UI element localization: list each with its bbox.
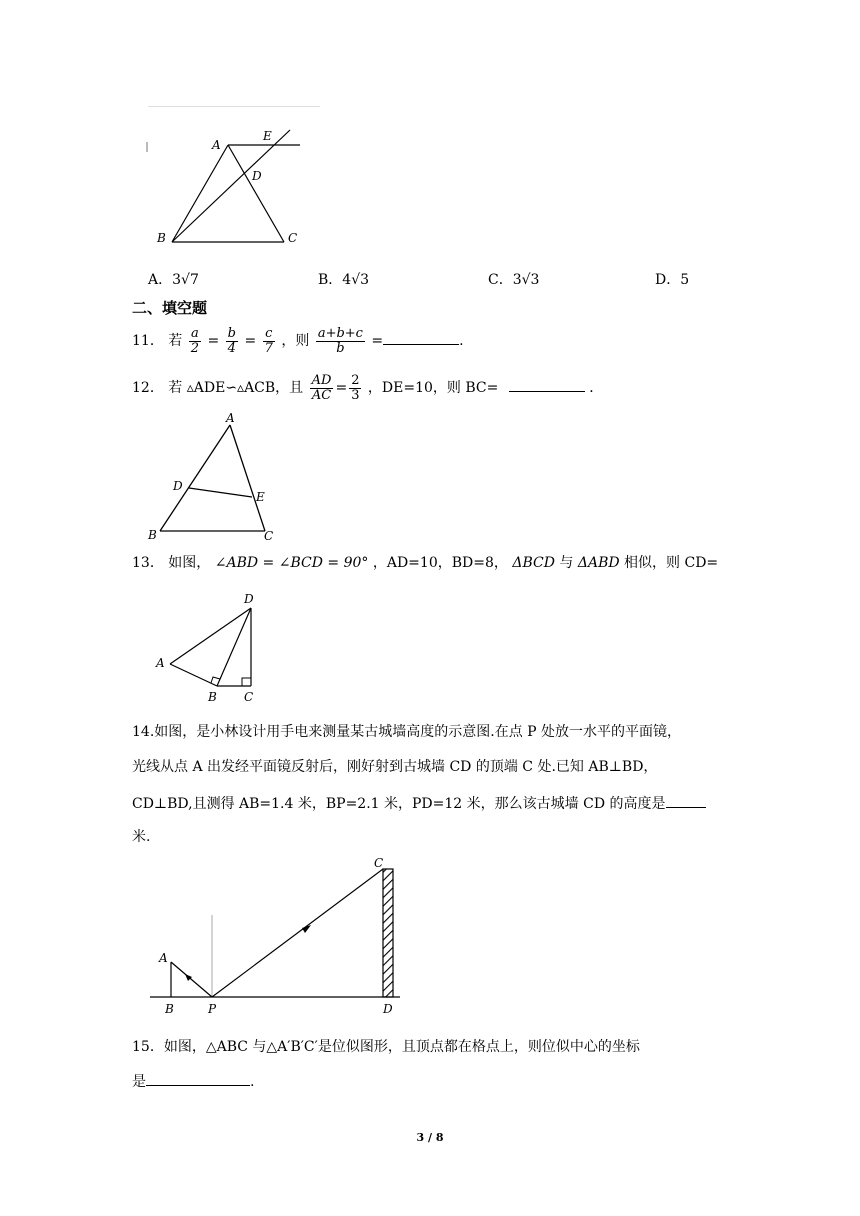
q10-option-a: A．3√7 (148, 272, 199, 288)
q10-label-d: D (252, 169, 262, 183)
q10-option-c: C．3√3 (488, 272, 540, 288)
q12-frac-ratio: $\frac{AD}{AC}$ (311, 372, 332, 403)
q12-label-d: D (173, 479, 183, 493)
q14-line-1: 14.如图，是小林设计用手电来测量某古城墙高度的示意图.在点 P 处放一水平的平面镜， (132, 724, 682, 740)
q10-label-b: B (157, 231, 166, 245)
stray-mark (146, 142, 148, 152)
q14-answer-blank[interactable] (666, 792, 706, 808)
q10-label-c: C (288, 231, 298, 245)
q10-option-b: B．4√3 (318, 272, 370, 288)
q11-frac-c: $\frac{c}{7}$ (264, 325, 273, 356)
q12-label-a: A (226, 411, 235, 425)
q13: 13． 如图， ∠ABD = ∠BCD = 90° ，AD=10，BD=8， ΔBCD 与 ΔABD 相似，则 CD= (132, 555, 719, 571)
q11: 11． 若 $\frac{a}{2}$ = $\frac{b}{4}$ = $\frac{c}{7}$ ，则 $\frac{a+b+c}{b}$ = . (132, 325, 464, 356)
q12-label-b: B (148, 528, 157, 542)
q10-label-e: E (263, 129, 272, 143)
top-divider (148, 106, 320, 107)
q12-label-c: C (264, 529, 274, 543)
q15-line-1: 15．如图，△ABC 与△A′B′C′是位似图形，且顶点都在格点上，则位似中心的坐标 (132, 1039, 640, 1055)
q14-line-4: 米. (132, 829, 151, 845)
page-number: 3 / 8 (416, 1131, 444, 1144)
q14-label-a: A (159, 951, 168, 965)
q11-answer-blank[interactable] (383, 329, 459, 345)
q15-line-2: 是 . (132, 1070, 254, 1092)
q13-label-c: C (244, 690, 254, 704)
q10-figure (150, 120, 320, 255)
q14-figure (145, 855, 415, 1020)
q13-label-b: B (208, 690, 217, 704)
q12: 12． 若 ▵ADE∽▵ACB，且 $\frac{AD}{AC}$ = $\frac{2}{3}$ ，DE=10，则 BC= ． (132, 372, 604, 403)
q11-frac-sum: $\frac{a+b+c}{b}$ (317, 325, 363, 356)
q10-option-d: D．5 (655, 272, 690, 288)
q14-line-2: 光线从点 A 出发经平面镜反射后，刚好射到古城墙 CD 的顶端 C 处.已知 AB⊥BD， (132, 759, 658, 775)
q14-label-p: P (208, 1002, 217, 1016)
q12-label-e: E (256, 490, 265, 504)
q12-answer-blank[interactable] (509, 376, 585, 392)
section-title: 二、填空题 (132, 299, 208, 317)
q12-frac-value: $\frac{2}{3}$ (351, 372, 360, 403)
q11-frac-a: $\frac{a}{2}$ (190, 325, 200, 356)
q15-answer-blank[interactable] (146, 1070, 250, 1086)
q14-label-c: C (374, 856, 384, 870)
q14-label-b: B (165, 1002, 174, 1016)
q13-label-d: D (244, 592, 254, 606)
q14-line-3: CD⊥BD,且测得 AB=1.4 米，BP=2.1 米，PD=12 米，那么该古城墙 CD 的高度是 (132, 792, 706, 814)
q13-label-a: A (156, 656, 165, 670)
q11-frac-b: $\frac{b}{4}$ (227, 325, 236, 356)
q13-figure (150, 588, 270, 706)
q10-label-a: A (212, 138, 221, 152)
q12-figure (140, 408, 290, 543)
q14-label-d: D (383, 1002, 393, 1016)
